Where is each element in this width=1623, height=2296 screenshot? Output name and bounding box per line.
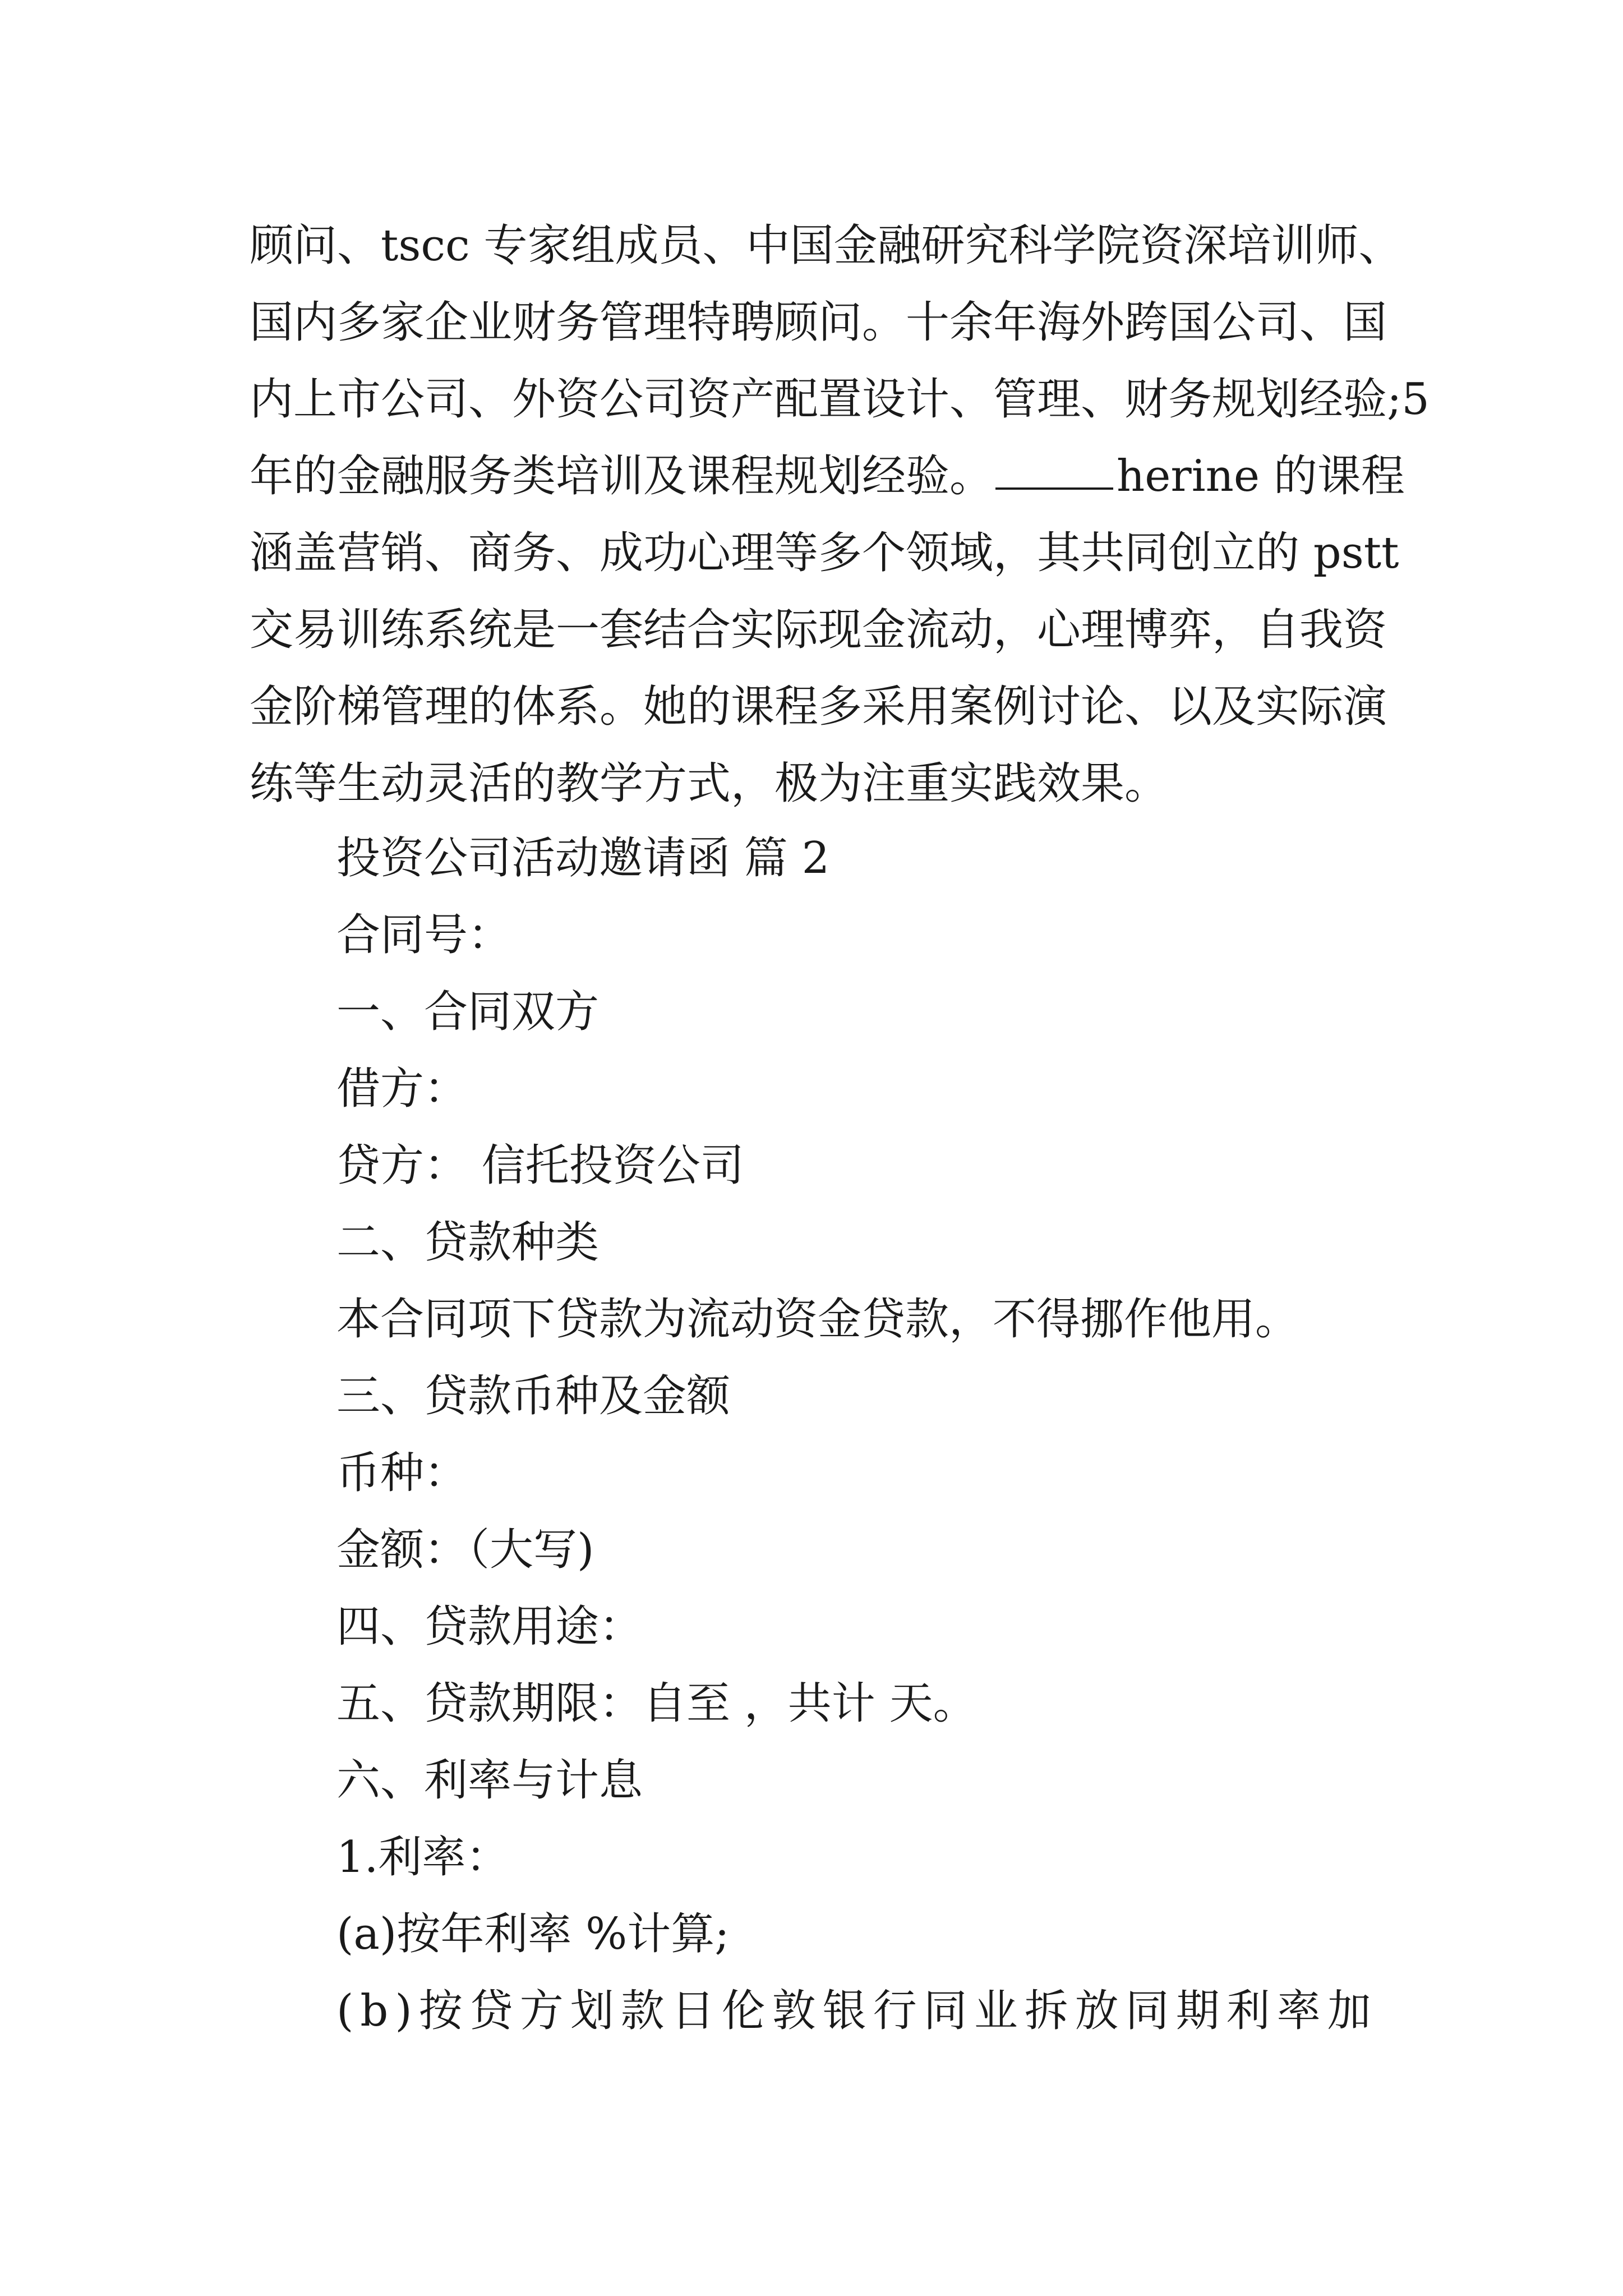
text-segment: 年的金融服务类培训及课程规划经验。 xyxy=(250,451,994,501)
clause-subheading: 1.利率： xyxy=(336,1832,510,1883)
clause-heading: 四、贷款用途： xyxy=(336,1602,643,1652)
clause-heading: 六、利率与计息 xyxy=(336,1755,643,1806)
amount-line: 金额：（大写) xyxy=(336,1525,594,1575)
blank-underline xyxy=(995,485,1113,490)
text-line: 涵盖营销、商务、成功心理等多个领域，其共同创立的 pstt xyxy=(250,528,1399,578)
text-segment: herine 的课程 xyxy=(1117,451,1405,501)
text-line: 练等生动灵活的教学方式，极为注重实践效果。 xyxy=(250,758,1169,809)
clause-heading: 三、贷款币种及金额 xyxy=(336,1371,731,1421)
contract-section xyxy=(336,820,1402,2050)
clause-option: (a)按年利率 %计算; xyxy=(336,1909,730,1959)
clause-option: (b)按贷方划款日伦敦银行同业拆放同期利率加 xyxy=(336,1986,1378,2036)
currency-line: 币种： xyxy=(336,1448,468,1498)
text-line: 交易训练系统是一套结合实际现金流动，心理博弈，自我资 xyxy=(250,605,1387,655)
text-line xyxy=(250,438,1405,515)
borrower-line: 借方： xyxy=(336,1064,468,1114)
section-title: 投资公司活动邀请函 篇 2 xyxy=(336,833,830,884)
intro-paragraph xyxy=(250,208,1430,822)
text-line: 内上市公司、外资公司资产配置设计、管理、财务规划经验;5 xyxy=(250,374,1430,425)
text-line: 顾问、tscc 专家组成员、中国金融研究科学院资深培训师、 xyxy=(250,220,1403,271)
clause-text: 本合同项下贷款为流动资金贷款，不得挪作他用。 xyxy=(336,1294,1299,1345)
text-line: 国内多家企业财务管理特聘顾问。十余年海外跨国公司、国 xyxy=(250,297,1387,348)
text-line: 金阶梯管理的体系。她的课程多采用案例讨论、以及实际演 xyxy=(250,682,1387,732)
clause-heading: 一、合同双方 xyxy=(336,987,600,1037)
contract-number: 合同号： xyxy=(336,910,512,960)
lender-line: 贷方： 信托投资公司 xyxy=(336,1140,744,1191)
clause-heading: 二、贷款种类 xyxy=(336,1217,600,1268)
clause-heading: 五、贷款期限：自至 ，共计 天。 xyxy=(336,1678,977,1729)
